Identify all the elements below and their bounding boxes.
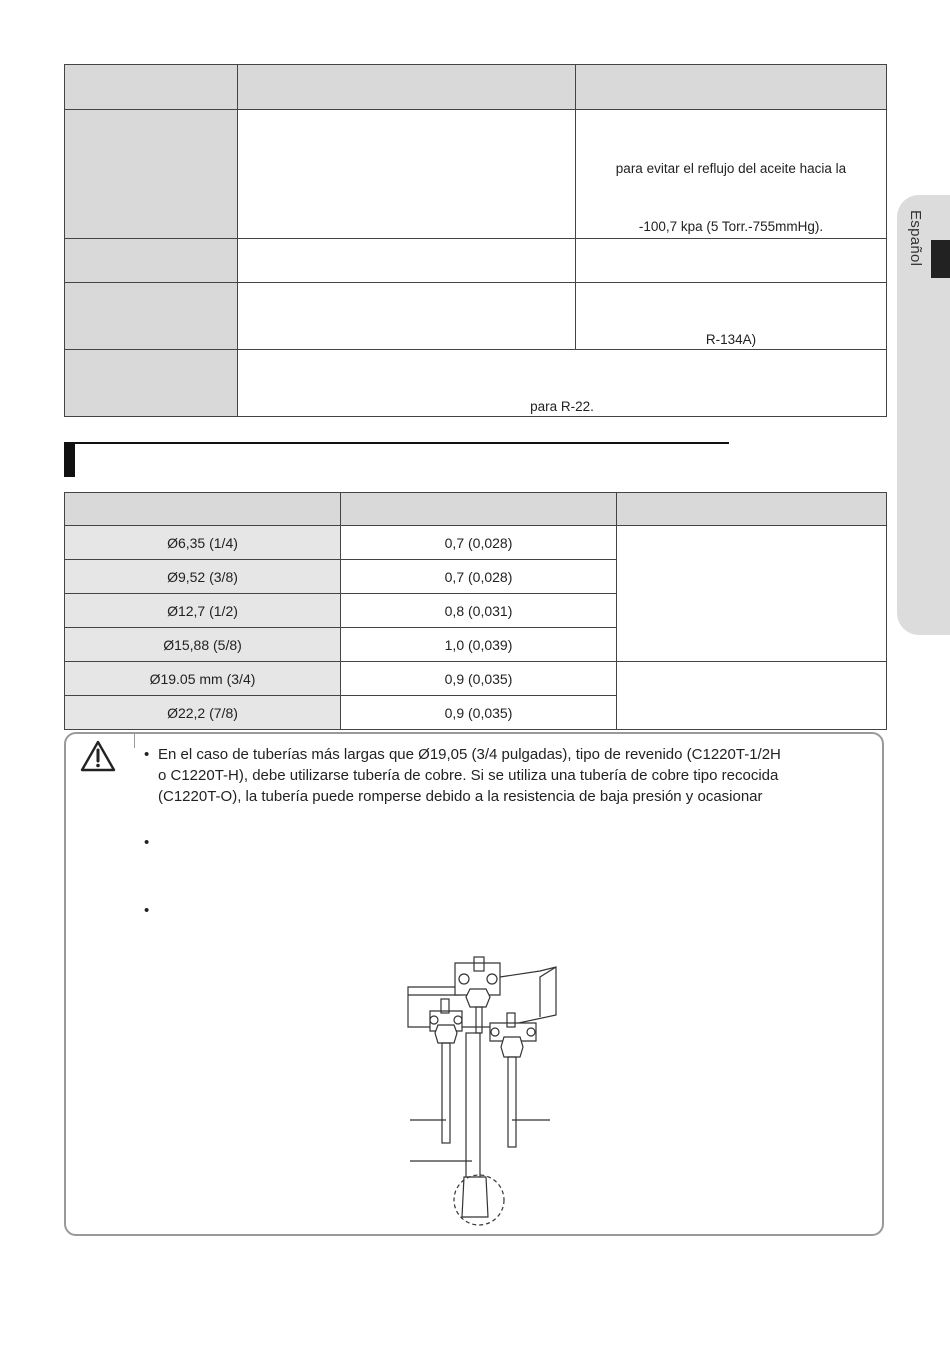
table-cell (238, 239, 576, 283)
header-cell (65, 65, 238, 110)
caution-bullet-2 (144, 834, 149, 851)
thickness-cell: 0,7 (0,028) (341, 560, 617, 594)
table-header-row (65, 493, 887, 526)
warning-triangle-icon (80, 740, 116, 772)
table-header-row (65, 65, 887, 110)
header-cell (341, 493, 617, 526)
header-cell (238, 65, 576, 110)
row-label (65, 239, 238, 283)
cell-text: para R-22. (530, 399, 594, 414)
table-row (65, 350, 887, 417)
caution-divider (134, 734, 135, 748)
valve-pipe-illustration (400, 955, 570, 1230)
thickness-cell: 0,7 (0,028) (341, 526, 617, 560)
thickness-cell: 1,0 (0,039) (341, 628, 617, 662)
table-cell (576, 239, 887, 283)
table-cell (238, 283, 576, 350)
table-cell (576, 283, 887, 350)
bullet-text: o C1220T-H), debe utilizarse tubería de cobre. Si se utiliza una tubería de cobre tipo recocida (158, 767, 779, 784)
row-label (65, 283, 238, 350)
thickness-cell: 0,8 (0,031) (341, 594, 617, 628)
diameter-cell: Ø9,52 (3/8) (65, 560, 341, 594)
header-cell (65, 493, 341, 526)
type-cell (617, 526, 887, 662)
merged-cell (238, 350, 887, 417)
table-cell (238, 110, 576, 239)
header-cell (617, 493, 887, 526)
bullet-mark: • (144, 746, 150, 763)
table-row (65, 283, 887, 350)
table-row (65, 662, 887, 696)
bullet-text: (C1220T-O), la tubería puede romperse debido a la resistencia de baja presión y ocasionar (158, 788, 763, 805)
table-row (65, 526, 887, 560)
cell-text: R-134A) (705, 332, 757, 347)
caution-bullet-3 (144, 902, 149, 919)
row-label (65, 110, 238, 239)
bullet-mark: • (144, 834, 150, 851)
bullet-text: En el caso de tuberías más largas que Ø19,05 (3/4 pulgadas), tipo de revenido (C1220T-1/2H (158, 746, 781, 763)
diameter-cell: Ø15,88 (5/8) (65, 628, 341, 662)
diameter-cell: Ø12,7 (1/2) (65, 594, 341, 628)
pipe-thickness-table (64, 492, 887, 730)
procedure-table (64, 64, 887, 417)
header-cell (576, 65, 887, 110)
row-label (65, 350, 238, 417)
section-heading-bar (64, 442, 75, 477)
section-heading-rule (75, 442, 729, 444)
side-tab-marker (931, 240, 950, 278)
diameter-cell: Ø6,35 (1/4) (65, 526, 341, 560)
thickness-cell: 0,9 (0,035) (341, 696, 617, 730)
thickness-cell: 0,9 (0,035) (341, 662, 617, 696)
cell-text: -100,7 kpa (5 Torr.-755mmHg). (638, 219, 824, 234)
side-tab-label: Español (907, 210, 924, 267)
diameter-cell: Ø19.05 mm (3/4) (65, 662, 341, 696)
cell-text: para evitar el reflujo del aceite hacia la (615, 161, 847, 176)
caution-bullet-1 (144, 744, 864, 807)
diameter-cell: Ø22,2 (7/8) (65, 696, 341, 730)
table-row (65, 239, 887, 283)
type-cell (617, 662, 887, 730)
bullet-mark: • (144, 902, 150, 919)
